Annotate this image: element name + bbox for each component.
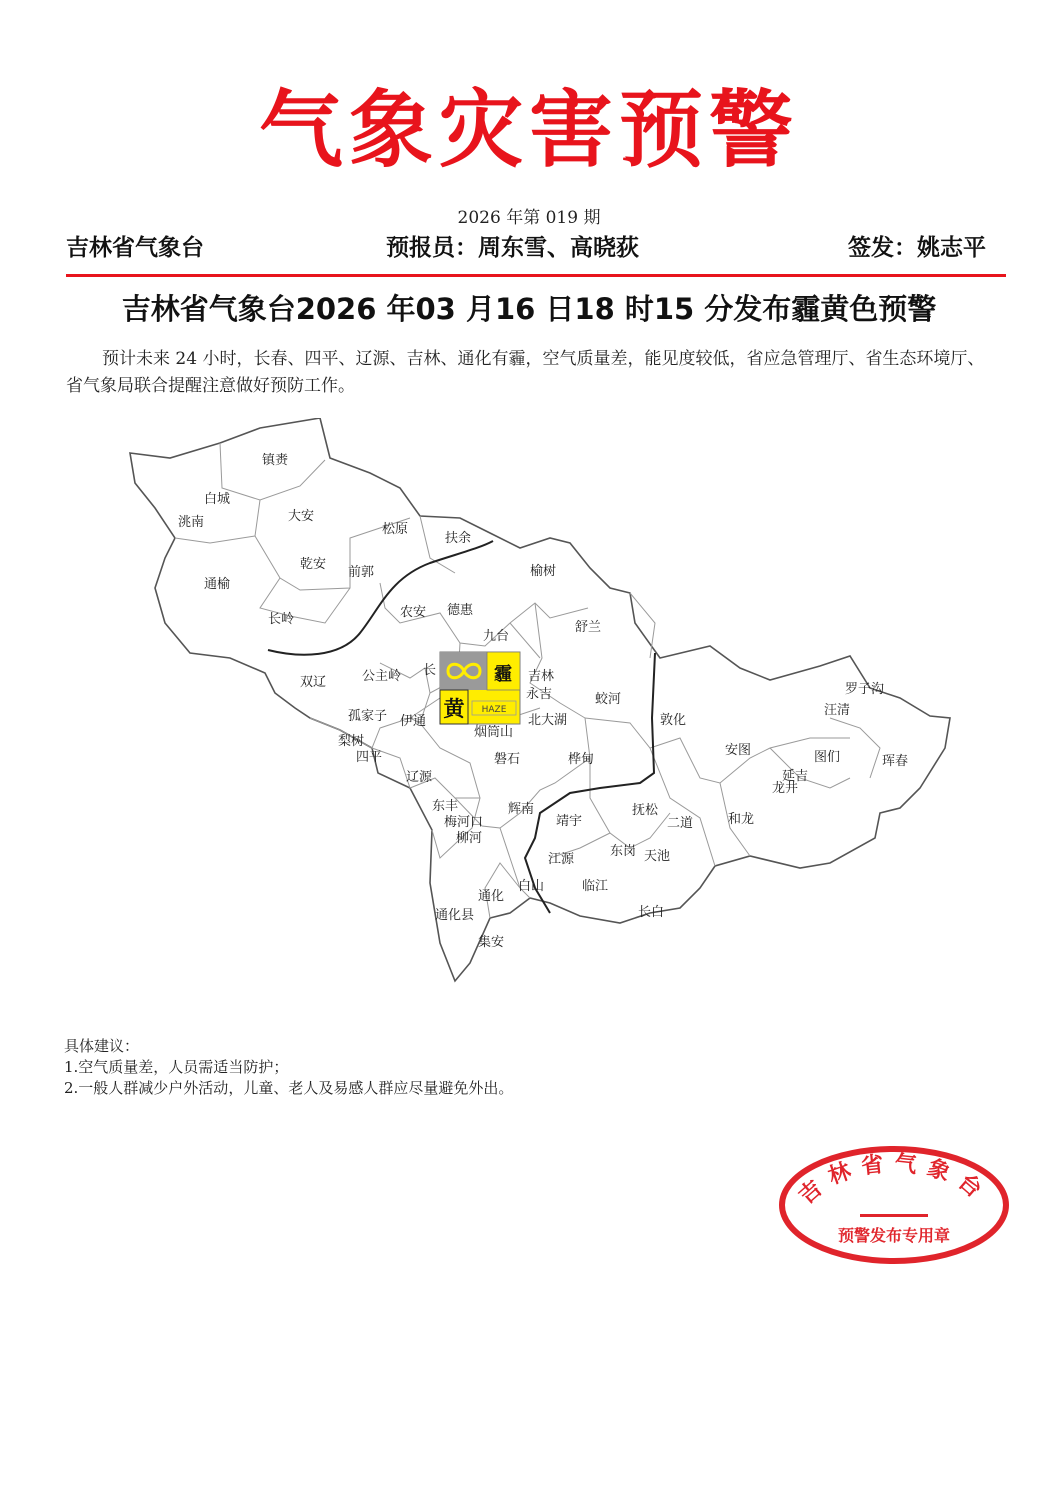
warning-level-char: 黄 (443, 697, 465, 721)
region-label: 长 (423, 663, 437, 678)
region-label: 大安 (288, 509, 315, 524)
region-label: 柳河 (456, 831, 483, 846)
region-label: 前郭 (348, 565, 375, 580)
region-label: 四平 (356, 750, 383, 765)
haze-yellow-warning-icon (440, 652, 520, 724)
region-label: 梨树 (338, 734, 365, 749)
warning-code: HAZE (481, 705, 507, 715)
region-label: 敦化 (660, 713, 687, 728)
region-label: 北大湖 (528, 713, 568, 728)
region-label: 通化县 (435, 908, 475, 923)
region-label: 东岗 (610, 844, 637, 859)
region-label: 通化 (478, 889, 505, 904)
region-label: 汪清 (824, 703, 851, 718)
region-label: 舒兰 (575, 620, 602, 635)
region-label: 天池 (644, 849, 671, 864)
official-seal (776, 1143, 1012, 1267)
region-label: 江源 (548, 852, 575, 867)
region-label: 洮南 (178, 515, 205, 530)
signer-name: 签发：姚志平 (848, 234, 986, 261)
region-label: 珲春 (882, 754, 909, 769)
advice-item: 1.空气质量差，人员需适当防护； (64, 1058, 289, 1076)
region-label: 德惠 (447, 603, 474, 618)
warning-hazard-char: 霾 (494, 664, 512, 685)
region-label: 长白 (638, 905, 665, 920)
region-label: 吉林 (528, 669, 555, 684)
seal-arc-text: 吉林省气象台 (793, 1150, 995, 1210)
region-label: 延吉 (782, 769, 809, 784)
region-label: 白山 (518, 879, 545, 894)
region-label: 罗子沟 (845, 682, 885, 697)
region-label: 通榆 (204, 577, 231, 592)
agency-name: 吉林省气象台 (66, 234, 204, 261)
region-label: 图们 (814, 750, 841, 765)
region-label: 长岭 (268, 612, 295, 627)
region-label: 东丰 (432, 799, 459, 814)
region-label: 抚松 (632, 803, 659, 818)
jilin-province-map (110, 418, 960, 988)
region-label: 孤家子 (348, 709, 388, 724)
region-label: 松原 (382, 522, 409, 537)
region-label: 农安 (400, 605, 427, 620)
region-label: 安图 (725, 743, 752, 758)
region-label: 和龙 (728, 812, 755, 827)
forecaster-names: 预报员：周东雪、高晓荻 (386, 234, 639, 261)
region-label: 磐石 (494, 752, 521, 767)
issue-number: 2026 年第 019 期 (457, 208, 601, 228)
region-label: 临江 (582, 879, 609, 894)
region-label: 九台 (483, 629, 510, 644)
region-label: 扶余 (445, 531, 472, 546)
region-label: 永吉 (526, 687, 553, 702)
alert-body: 预计未来 24 小时，长春、四平、辽源、吉林、通化有霾，空气质量差，能见度较低，省应急管理厅、省生态环境厅、省气象局联合提醒注意做好预防工作。 (66, 349, 985, 396)
region-label: 集安 (478, 935, 505, 950)
region-label: 龙井 (772, 781, 799, 796)
region-label: 镇赉 (262, 453, 289, 468)
region-label: 二道 (667, 816, 694, 831)
header-divider (66, 274, 1006, 277)
alert-title: 吉林省气象台2026 年03 月16 日18 时15 分发布霾黄色预警 (121, 292, 937, 326)
region-label: 白城 (204, 492, 231, 507)
advice-section (64, 1036, 513, 1099)
region-label: 榆树 (530, 564, 557, 579)
seal-bottom-text: 预警发布专用章 (837, 1226, 951, 1245)
region-label: 伊通 (400, 714, 427, 729)
region-label: 烟筒山 (474, 725, 514, 740)
advice-heading: 具体建议： (64, 1037, 140, 1055)
region-label: 双辽 (300, 675, 327, 690)
region-label: 辉南 (508, 802, 535, 817)
region-label: 公主岭 (362, 669, 402, 684)
region-label: 辽源 (406, 770, 433, 785)
region-label: 桦甸 (568, 752, 595, 767)
document-title: 气象灾害预警 (258, 80, 799, 179)
region-label: 梅河口 (444, 815, 484, 830)
region-label: 蛟河 (595, 692, 622, 707)
advice-item: 2.一般人群减少户外活动，儿童、老人及易感人群应尽量避免外出。 (64, 1079, 514, 1097)
region-label: 乾安 (300, 557, 327, 572)
region-label: 靖宇 (556, 814, 583, 829)
